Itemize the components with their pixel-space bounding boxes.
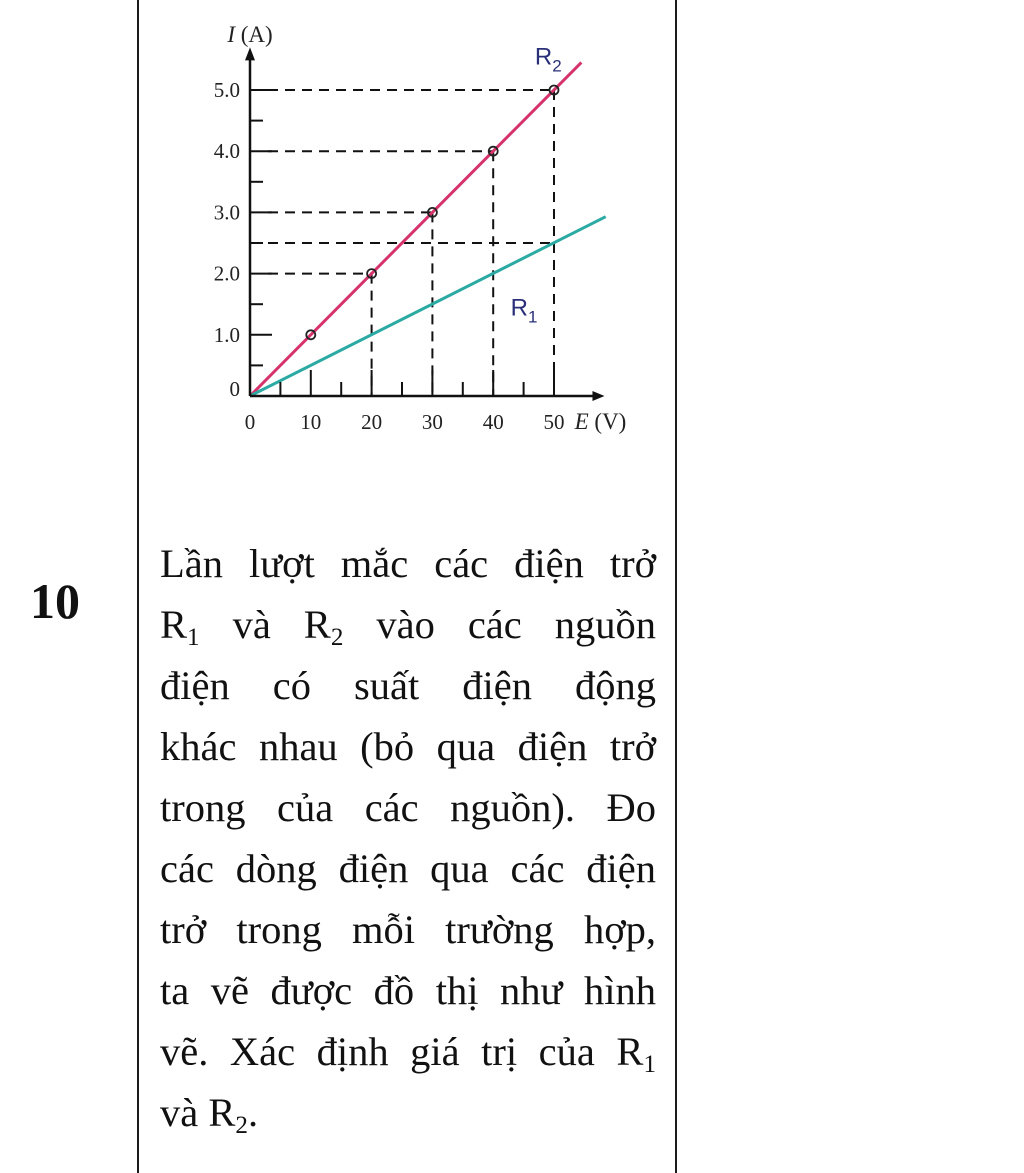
problem-line: trong của các nguồn). Đo (160, 785, 656, 830)
y-tick-label: 3.0 (213, 200, 240, 225)
current-voltage-chart (0, 0, 676, 470)
series-label-R1: $R_1$ (510, 294, 538, 327)
x-tick-label: 30 (421, 410, 443, 434)
problem-line: Lần lượt mắc các điện trở (160, 541, 656, 586)
y-tick-label: 5.0 (213, 78, 240, 102)
y-tick-label: 1.0 (213, 322, 240, 347)
problem-line: các dòng điện qua các điện (160, 846, 656, 891)
problem-line: $R_1$ và $R_2$ vào các nguồn (160, 602, 657, 652)
y-axis-label: I (A) (227, 22, 273, 47)
y-tick-label: 0 (229, 377, 240, 401)
x-tick-label: 0 (244, 410, 256, 434)
x-axis-label: E (V) (574, 409, 627, 434)
problem-line: khác nhau (bỏ qua điện trở (160, 724, 656, 769)
y-tick-label: 2.0 (213, 261, 240, 286)
x-tick-label: 10 (300, 410, 322, 434)
problem-line: và $R_2$. (160, 1090, 259, 1140)
x-tick-label: 40 (482, 410, 504, 434)
series-label-R2: $R_2$ (534, 43, 562, 76)
y-axis-arrow (245, 47, 255, 60)
question-number: 10 (30, 573, 80, 629)
x-tick-label: 20 (361, 410, 383, 434)
problem-text (160, 533, 656, 1143)
problem-line: vẽ. Xác định giá trị của $R_1$ (160, 1029, 656, 1079)
problem-line: điện có suất điện động (160, 663, 656, 708)
x-tick-label: 50 (543, 410, 565, 434)
problem-line: ta vẽ được đồ thị như hình (160, 968, 656, 1013)
series-line-R2 (250, 62, 581, 396)
x-axis-arrow (592, 391, 604, 401)
y-tick-label: 4.0 (213, 139, 240, 164)
problem-line: trở trong mỗi trường hợp, (160, 907, 656, 952)
